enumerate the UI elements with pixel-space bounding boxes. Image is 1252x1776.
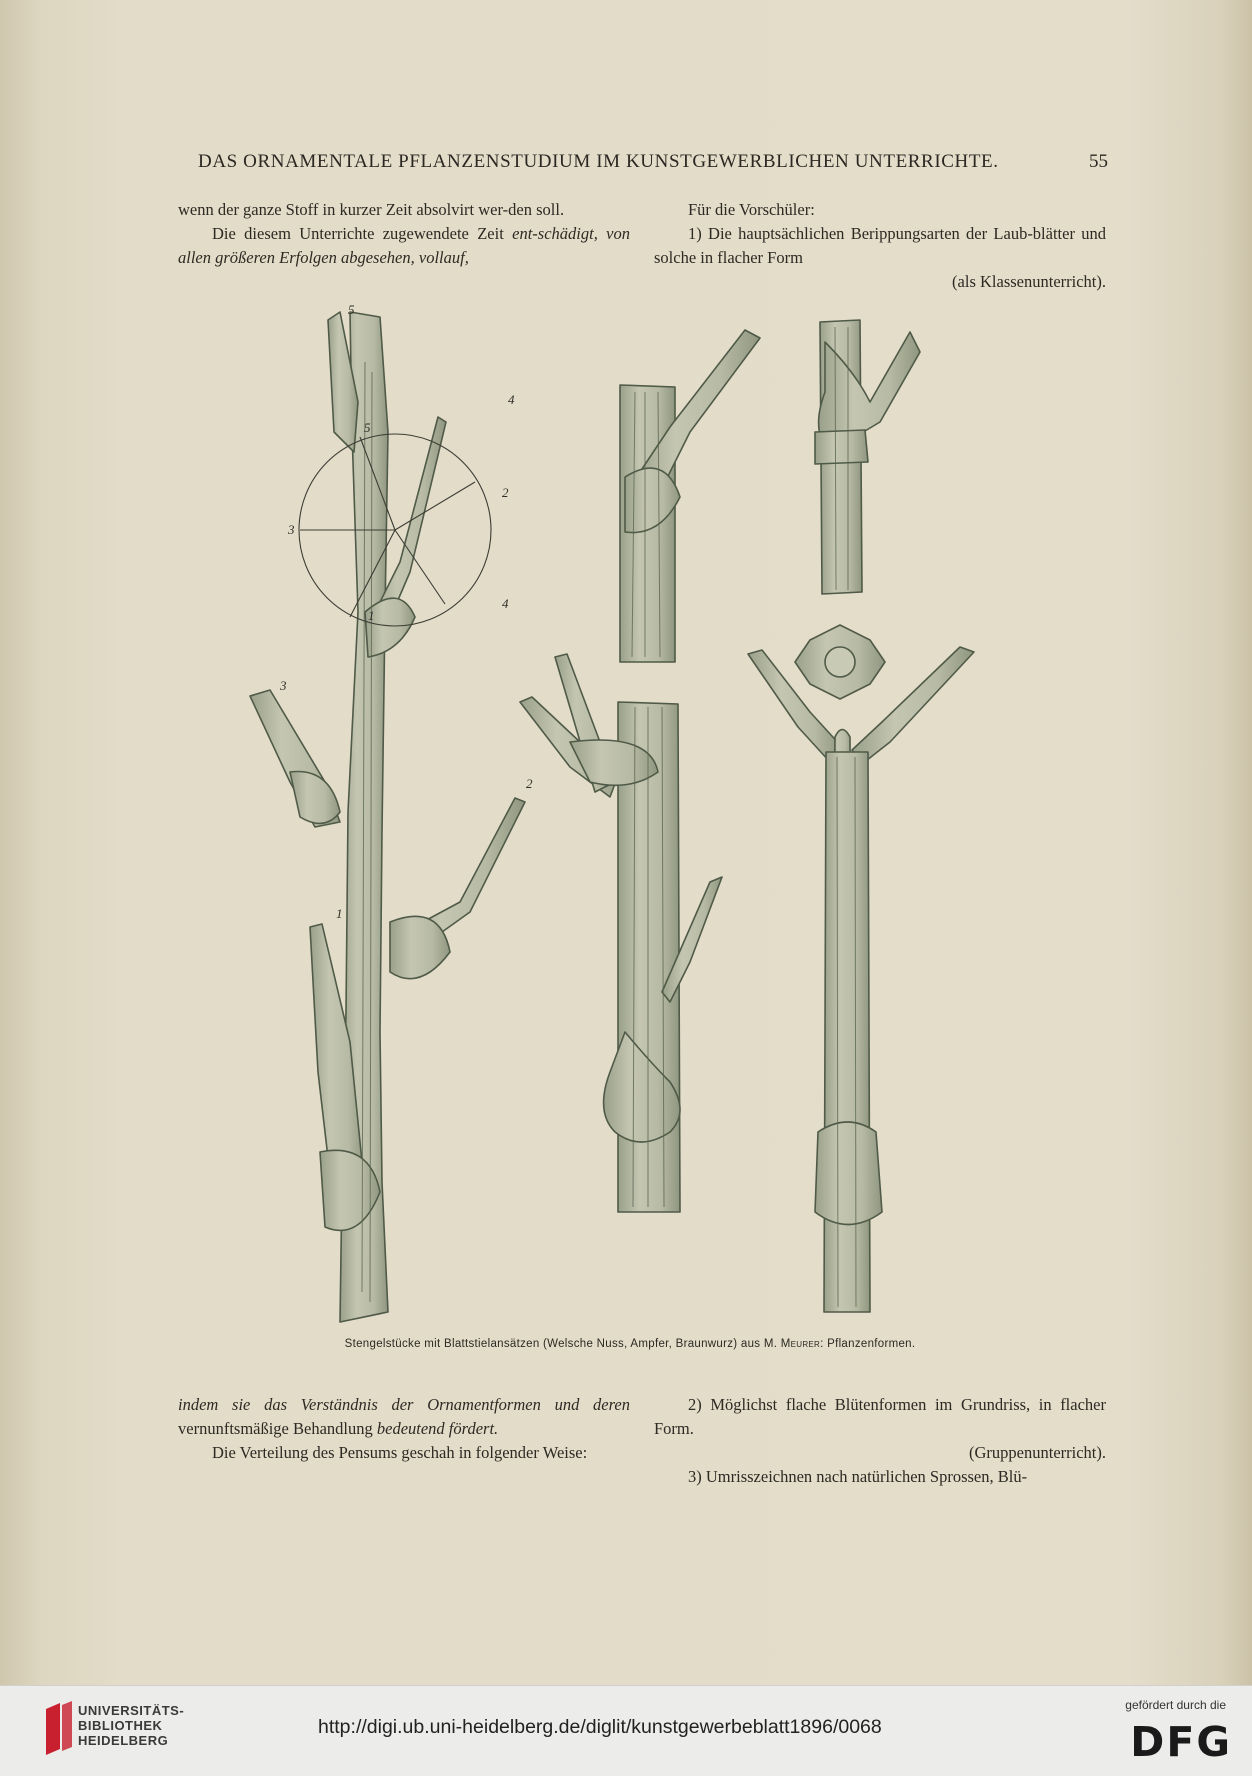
- label-5: 5: [348, 302, 355, 317]
- page-number: 55: [1089, 151, 1108, 172]
- caption-text: Stengelstücke mit Blattstielansätzen (Welsche Nuss, Ampfer, Braunwurz) aus M.: [344, 1338, 781, 1350]
- dfg-logo[interactable]: DFG: [1130, 1718, 1232, 1766]
- bottom-right-column: [654, 1393, 1106, 1489]
- leaf-base-4: [365, 598, 415, 657]
- library-name[interactable]: [78, 1703, 184, 1748]
- italic-run: indem sie das Verständnis der Ornamentformen und deren: [178, 1395, 630, 1414]
- label-1: 1: [336, 906, 343, 921]
- texture-lines: [362, 327, 856, 1307]
- label-3-diagram: 3: [288, 522, 295, 537]
- paragraph: [178, 222, 630, 270]
- figwort-node-lower: [815, 1122, 882, 1225]
- running-title: DAS ORNAMENTALE PFLANZENSTUDIUM IM KUNSTGEWERBLICHEN UNTERRICHTE.: [198, 151, 999, 172]
- list-item-note: (als Klassenunterricht).: [952, 272, 1106, 291]
- funded-by-text: gefördert durch die: [1125, 1698, 1226, 1712]
- list-item: 2) Möglichst flache Blütenformen im Grundriss, in flacher Form.: [654, 1395, 1106, 1438]
- list-item-note: (Gruppenunterricht).: [969, 1443, 1106, 1462]
- caption-author: Meurer: [780, 1338, 821, 1350]
- figwort-stem-body: [824, 752, 870, 1312]
- label-1-diagram: 1: [368, 608, 375, 623]
- figwort-node: [815, 430, 868, 464]
- permalink-url[interactable]: http://digi.ub.uni-heidelberg.de/diglit/kunstgewerbeblatt1896/0068: [318, 1716, 882, 1738]
- library-name-line: UNIVERSITÄTS-: [78, 1703, 185, 1718]
- leaf-base-3: [290, 772, 340, 824]
- top-right-column: [654, 198, 1106, 294]
- label-2: 2: [526, 776, 533, 791]
- list-heading: Für die Vorschüler:: [688, 200, 815, 219]
- list-item: 3) Umrisszeichnen nach natürlichen Sprossen, Blü-: [688, 1467, 1028, 1486]
- library-name-line: HEIDELBERG: [78, 1733, 169, 1748]
- label-3: 3: [280, 678, 287, 693]
- list-item: 1) Die hauptsächlichen Berippungsarten der Laub-blätter und solche in flacher Form: [654, 224, 1106, 267]
- italic-run: bedeutend fördert.: [376, 1419, 499, 1438]
- italic-run: ent-schädigt, von allen größeren Erfolgen abgesehen, vollauf,: [178, 224, 630, 267]
- label-5-diagram: 5: [364, 420, 371, 435]
- stem-illustration: [270, 302, 1010, 1327]
- university-library-logo-icon[interactable]: [42, 1701, 74, 1757]
- library-name-line: BIBLIOTHEK: [78, 1718, 163, 1733]
- top-left-column: [178, 198, 630, 270]
- text-run: Die diesem Unterrichte zugewendete Zeit: [212, 224, 513, 243]
- paragraph: [178, 1393, 630, 1441]
- label-2-diagram: 2: [502, 485, 509, 500]
- paragraph: wenn der ganze Stoff in kurzer Zeit absolvirt wer-den soll.: [178, 200, 565, 219]
- label-4: 4: [508, 392, 515, 407]
- viewer-footer: [0, 1685, 1252, 1776]
- caption-text: : Pflanzenformen.: [820, 1338, 916, 1350]
- label-4-diagram: 4: [502, 596, 509, 611]
- paragraph: Die Verteilung des Pensums geschah in folgender Weise:: [212, 1443, 588, 1462]
- figure-caption: [180, 1338, 1080, 1350]
- text-run: vernunftsmäßige Behandlung: [178, 1419, 377, 1438]
- bottom-left-column: [178, 1393, 630, 1465]
